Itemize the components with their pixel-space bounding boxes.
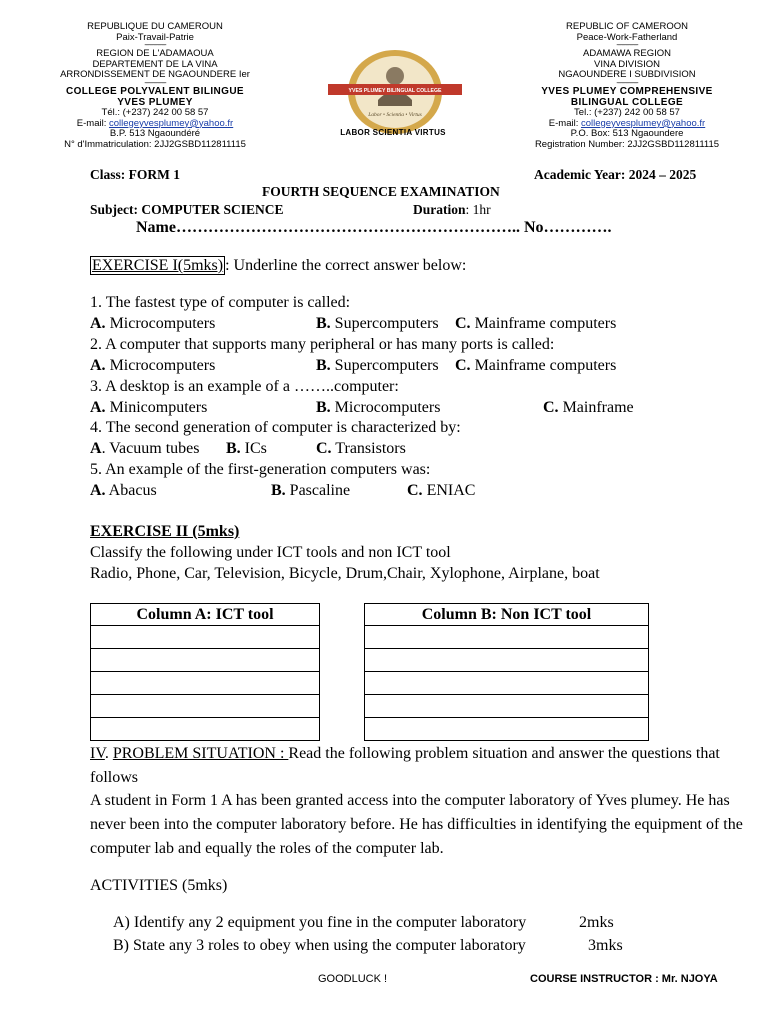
email-fr: E-mail: collegeyvesplumey@yahoo.fr [76,117,234,129]
problem-title: PROBLEM SITUATION : [112,745,289,762]
task-b-marks: 3mks [588,937,623,954]
problem-intro: IV. PROBLEM SITUATION : Read the following problem situation and answer the questions that follows [90,745,720,786]
school-name-en-1: YVES PLUMEY COMPREHENSIVE [541,85,713,97]
q3-option-c[interactable]: C. Mainframe [543,399,634,416]
q1-option-a[interactable]: A. Microcomputers [90,315,216,332]
region-en: ADAMAWA REGION [583,48,671,60]
task-a-marks: 2mks [579,914,614,931]
q5-option-a[interactable]: A. Abacus [90,482,157,499]
q3-option-b[interactable]: B. Microcomputers [316,399,441,416]
ict-tool-cell[interactable] [91,626,320,649]
q4-option-b[interactable]: B. ICs [226,440,267,457]
ict-tool-cell[interactable] [91,672,320,695]
email-link[interactable]: collegeyvesplumey@yahoo.fr [108,117,234,129]
q1-option-b[interactable]: B. Supercomputers [316,315,439,332]
phone-en: Tel.: (+237) 242 00 58 57 [574,107,680,119]
q2-option-a[interactable]: A. Microcomputers [90,357,216,374]
department-fr: DEPARTEMENT DE LA VINA [92,58,218,70]
problem-text: A student in Form 1 A has been granted access into the computer laboratory of Yves plumey. He has never been into the computer laboratory before. He has difficulties in identifying the equipment of the computer lab and equally the roles of the computer lab. [90,792,743,857]
duration: Duration: 1hr [413,202,491,217]
exercise1-heading [90,256,466,276]
motto-fr: Paix-Travail-Patrie [116,31,194,43]
exercise1-instruction: : Underline the correct answer below: [225,257,467,274]
school-name-en-2: BILINGUAL COLLEGE [570,96,684,108]
logo-banner-text: YVES PLUMEY BILINGUAL COLLEGE [348,88,442,94]
ict-tool-header: Column A: ICT tool [91,604,320,626]
task-a: A) Identify any 2 equipment you fine in the computer laboratory [113,914,527,931]
non-ict-tool-cell[interactable] [365,649,649,672]
q5-option-c[interactable]: C. ENIAC [407,482,476,499]
ict-tool-cell[interactable] [91,649,320,672]
divider: ---------------- [144,42,166,50]
non-ict-tool-header: Column B: Non ICT tool [365,604,649,626]
divider: ---------------- [616,42,638,50]
name-line: Name……………………………………………………….. No…………. [136,219,612,236]
email-en: E-mail: collegeyvesplumey@yahoo.fr [548,117,706,129]
exam-title: FOURTH SEQUENCE EXAMINATION [262,184,500,199]
question-2: 2. A computer that supports many peripheral or has many ports is called: [90,336,555,353]
region-fr: REGION DE L'ADAMAOUA [96,48,214,60]
country-en: REPUBLIC OF CAMEROON [566,21,688,32]
academic-year: Academic Year: 2024 – 2025 [534,167,697,182]
registration-en: Registration Number: 2JJ2GSBD112811115 [534,138,720,150]
phone-fr: Tél.: (+237) 242 00 58 57 [101,107,209,119]
portrait-head [386,67,404,85]
non-ict-tool-cell[interactable] [365,718,649,741]
q2-option-b[interactable]: B. Supercomputers [316,357,439,374]
divider: ---------------- [144,79,166,87]
activities-title: ACTIVITIES (5mks) [90,877,228,894]
problem-number: IV [90,745,105,762]
non-ict-tool-cell[interactable] [365,672,649,695]
subdivision-en: NGAOUNDERE I SUBDIVISION [558,69,696,81]
non-ict-tool-table [364,603,649,741]
subject: Subject: COMPUTER SCIENCE [90,202,284,217]
non-ict-tool-cell[interactable] [365,626,649,649]
task-b: B) State any 3 roles to obey when using the computer laboratory [113,937,526,954]
q2-option-c[interactable]: C. Mainframe computers [455,357,617,374]
course-instructor: COURSE INSTRUCTOR : Mr. NJOYA [530,973,718,985]
exercise2-instruction: Classify the following under ICT tools and non ICT tool [90,544,451,561]
question-1: 1. The fastest type of computer is called: [90,294,351,311]
email-link[interactable]: collegeyvesplumey@yahoo.fr [580,117,706,129]
ict-tool-cell[interactable] [91,695,320,718]
problem-intro-text: Read the following problem situation and answer the questions that follows [90,745,720,786]
q5-option-b[interactable]: B. Pascaline [271,482,351,499]
arrondissement-fr: ARRONDISSEMENT DE NGAOUNDERE Ier [60,69,250,81]
q4-option-a[interactable]: A. Vacuum tubes [90,440,200,457]
po-box-en: P.O. Box: 513 Ngaoundere [570,128,684,140]
country-fr: REPUBLIQUE DU CAMEROUN [87,21,223,32]
header-right [498,22,756,151]
question-5: 5. An example of the first-generation computers was: [90,461,431,478]
q3-option-a[interactable]: A. Minicomputers [90,399,208,416]
ict-tool-cell[interactable] [91,718,320,741]
bp-fr: B.P. 513 Ngaoundéré [109,128,201,140]
logo-ring-text: Labor • Scientia • Virtus [368,112,422,118]
school-name-fr-1: COLLEGE POLYVALENT BILINGUE [65,85,245,97]
q4-option-c[interactable]: C. Transistors [316,440,406,457]
question-4: 4. The second generation of computer is characterized by: [90,419,461,436]
header-left [30,22,280,151]
question-3: 3. A desktop is an example of a ……..computer: [90,378,399,395]
ict-tool-table [90,603,320,741]
q1-option-c[interactable]: C. Mainframe computers [455,315,617,332]
exercise2-title: EXERCISE II (5mks) [90,523,240,540]
exercise2-items: Radio, Phone, Car, Television, Bicycle, Drum,Chair, Xylophone, Airplane, boat [90,565,600,582]
exercise1-title: EXERCISE I(5mks) [92,257,224,274]
divider: ---------------- [616,79,638,87]
school-name-fr-2: YVES PLUMEY [117,96,193,108]
goodluck: GOODLUCK ! [318,973,388,985]
division-en: VINA DIVISION [594,58,660,70]
class-label: Class: FORM 1 [90,167,180,182]
non-ict-tool-cell[interactable] [365,695,649,718]
logo-motto: LABOR SCIENTIA VIRTUS [340,128,446,137]
registration-fr: N° d'Immatriculation: 2JJ2GSBD112811115 [64,138,246,150]
motto-en: Peace-Work-Fatherland [576,31,678,43]
